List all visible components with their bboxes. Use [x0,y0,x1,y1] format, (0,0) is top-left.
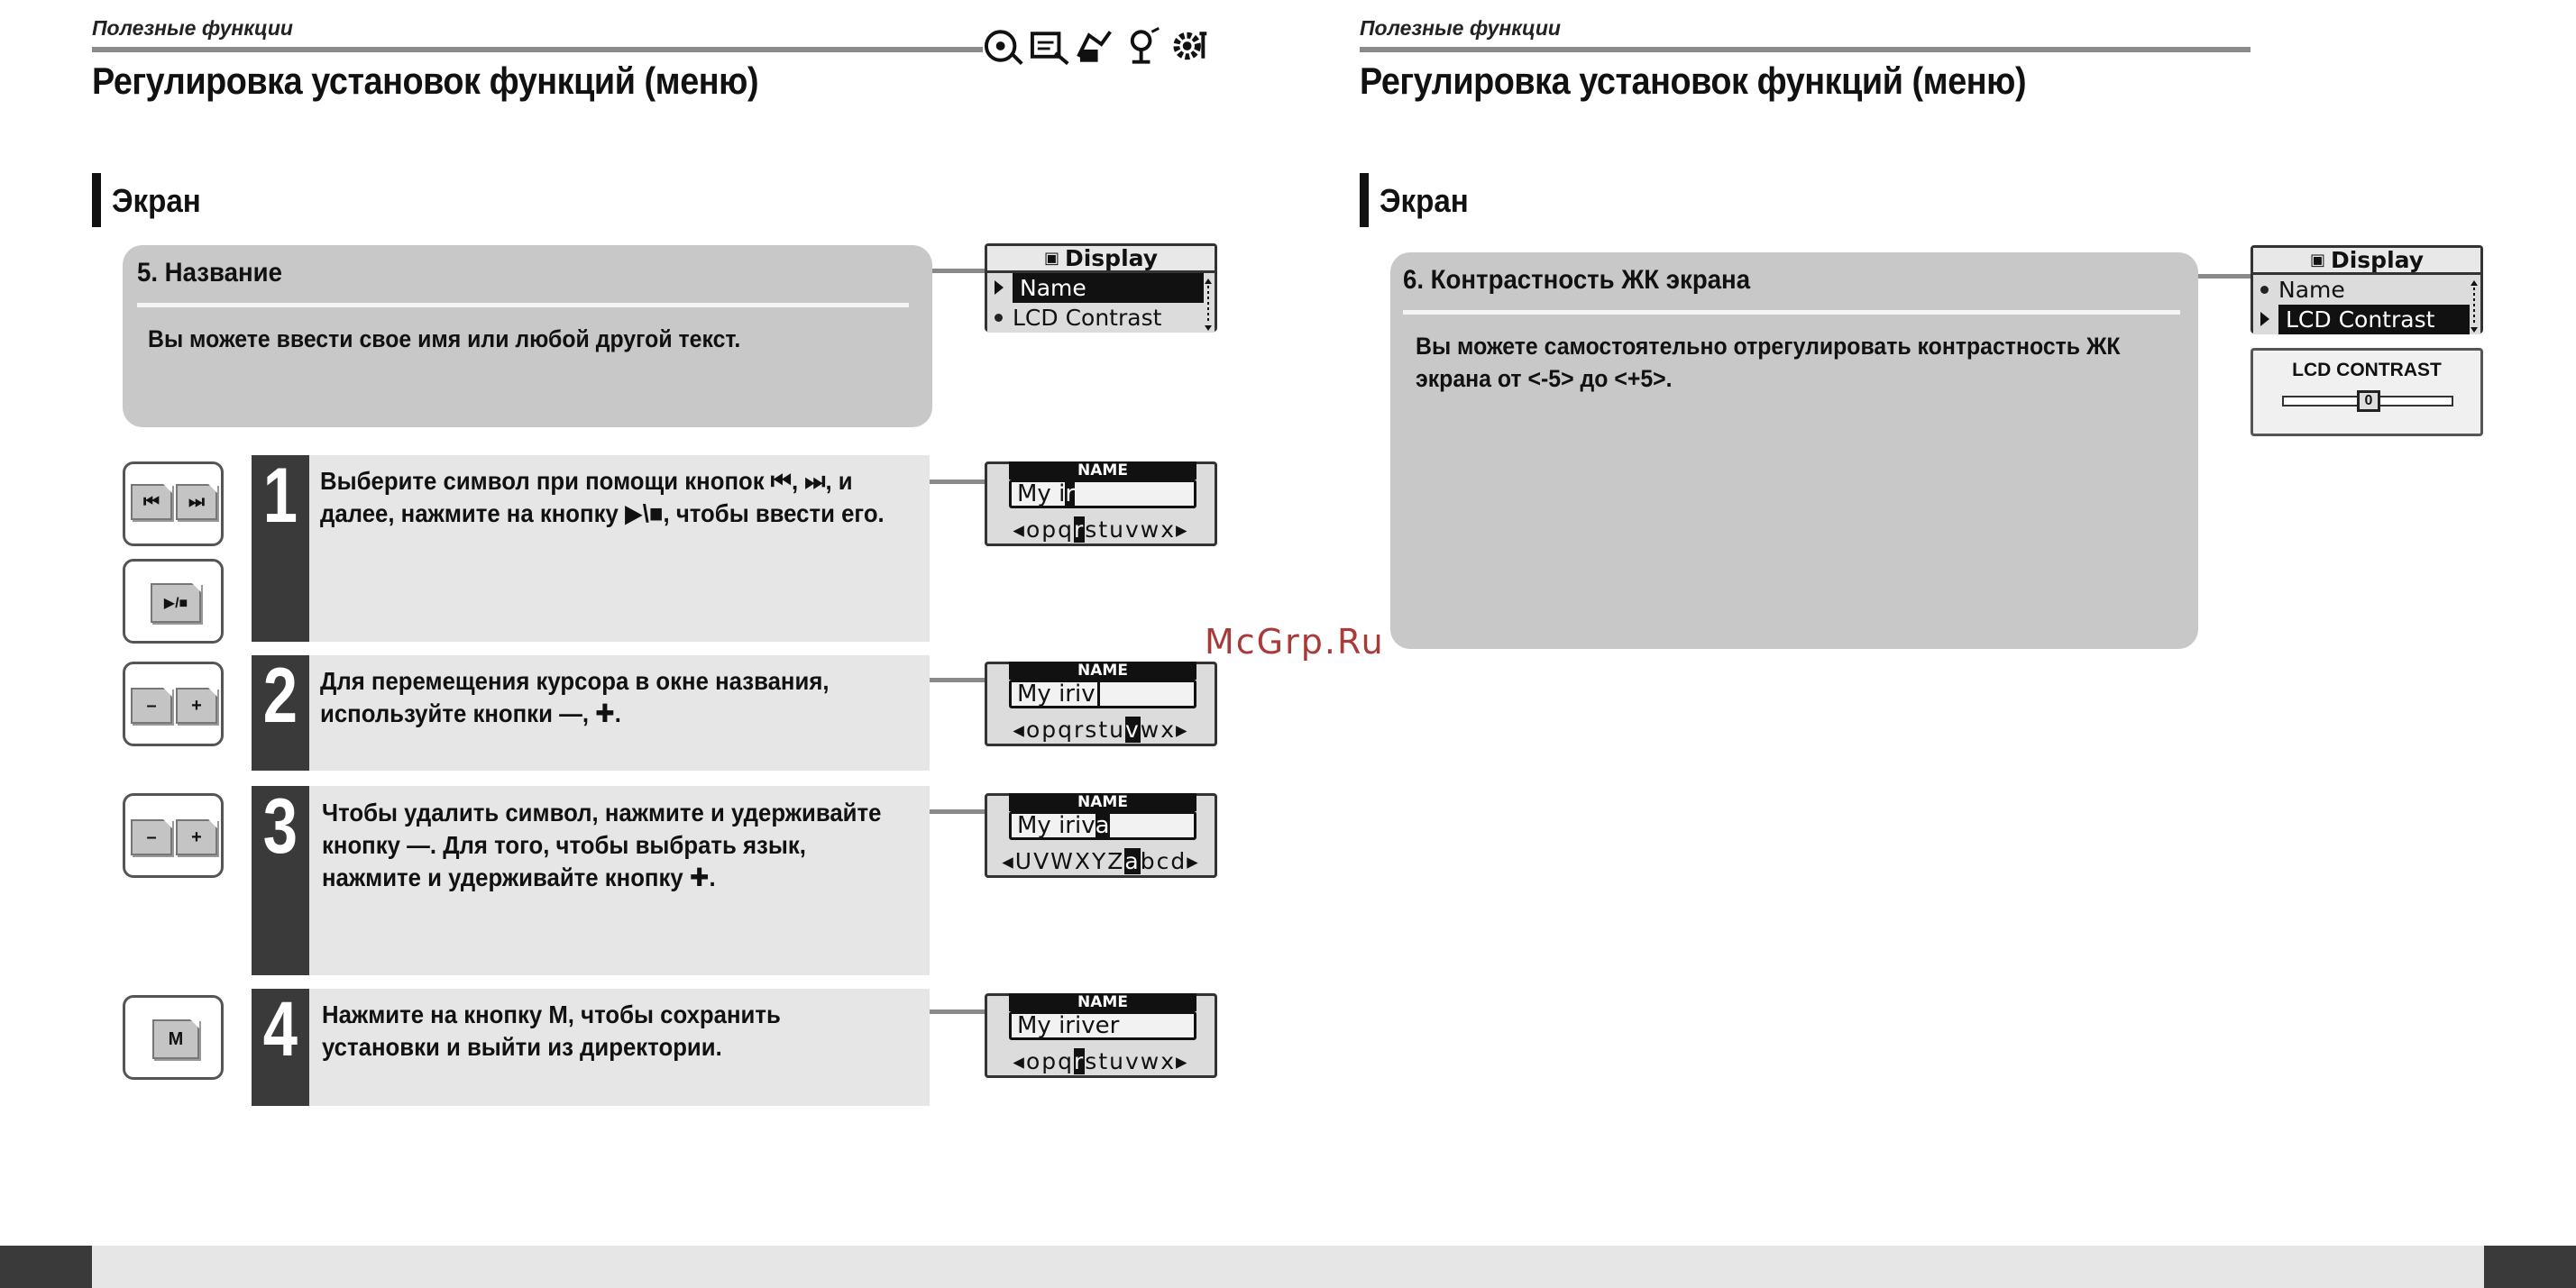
card-title: 5. Название [137,258,282,288]
menu-item-name[interactable] [987,273,1215,303]
character-selector[interactable]: ◂UVWXYZabcd▸ [1002,848,1200,874]
name-screen-4 [985,993,1217,1078]
name-screen-3 [985,793,1217,878]
next-button[interactable]: ⏭ [176,484,217,520]
scrollbar [1204,277,1213,333]
menu-item-label: Name [2278,277,2345,303]
menu-header-label: Display [2330,247,2425,273]
menu-item-lcd-contrast[interactable] [987,303,1215,333]
display-icon: ▣ [2309,251,2325,269]
scrollbar [2470,279,2479,334]
menu-item-name[interactable] [2253,275,2480,305]
bullet-icon [2260,286,2269,294]
character-selector[interactable]: ◂opqrstuvwx▸ [1013,1048,1189,1074]
header-icons [983,25,1215,67]
connector [930,678,985,682]
name-screen-2 [985,662,1217,746]
name-label: NAME [1009,793,1196,811]
plus-button[interactable]: + [176,688,217,724]
name-field[interactable]: My iriver [1009,1011,1196,1040]
button-group-play [123,559,224,644]
menu-item-label: Name [1013,273,1204,303]
info-card-name [123,245,932,427]
display-menu-screen [985,243,1217,332]
page-title-left: Регулировка установок функций (меню) [92,59,759,102]
lcd-contrast-screen [2251,348,2483,436]
contrast-slider-thumb[interactable]: 0 [2357,390,2380,412]
step-text: Нажмите на кнопку M, чтобы сохранить установки и выйти из директории. [322,1000,781,1061]
step-number: 4 [252,989,309,1106]
header-rule-left [92,47,983,52]
character-selector[interactable]: ◂opqrstuvwx▸ [1013,717,1189,743]
connector [930,809,985,814]
watermark: McGrp.Ru [1205,622,1385,662]
connector [930,480,985,484]
connector [930,1009,985,1014]
minus-button[interactable]: – [131,688,172,724]
step-text: Выберите символ при помощи кнопок ⏮, ⏭, и далее, нажмите на кнопку ▶\■, чтобы ввести его. [320,467,885,527]
disc-settings-icon [983,26,1023,66]
play-stop-button[interactable]: ▶/■ [151,583,201,623]
menu-button[interactable]: M [152,1019,199,1059]
section-label-left: Полезные функции [92,16,293,40]
subsection-title-left: Экран [112,182,201,219]
card-divider [1403,310,2180,315]
button-group-minus-plus [123,662,224,746]
menu-header [2253,248,2480,275]
selection-arrow-icon [995,280,1004,295]
page-title-right: Регулировка установок функций (меню) [1360,59,2027,102]
section-label-right: Полезные функции [1360,16,1561,40]
button-group-menu [123,995,224,1080]
character-selector[interactable]: ◂opqrstuvwx▸ [1013,516,1189,543]
contrast-label: LCD CONTRAST [2292,360,2442,380]
sound-settings-icon [1122,26,1162,66]
prev-button[interactable]: ⏮ [131,484,172,520]
name-field[interactable]: My iriv [1009,680,1196,708]
card-title: 6. Контрастность ЖК экрана [1403,265,1751,295]
menu-item-label: LCD Contrast [2278,305,2470,334]
name-field[interactable]: My ir [1009,480,1196,508]
name-label: NAME [1009,662,1196,680]
timer-settings-icon [1075,26,1115,66]
header-rule-right [1360,47,2251,52]
minus-button[interactable]: – [131,819,172,855]
step-number: 3 [252,786,309,975]
info-card-contrast [1390,252,2198,649]
menu-header-label: Display [1064,245,1159,271]
card-description: Вы можете самостоятельно отрегулировать контрастность ЖК экрана от <-5> до <+5>. [1416,333,2121,392]
display-settings-icon [1029,26,1069,66]
name-label: NAME [1009,461,1196,480]
card-divider [137,303,909,307]
step-text: Для перемещения курсора в окне названия, используйте кнопки —, ✚. [320,667,830,727]
name-label: NAME [1009,993,1196,1011]
display-menu-screen-right [2251,245,2483,333]
plus-button[interactable]: + [176,819,217,855]
connector [2198,274,2252,279]
connector [932,269,986,273]
button-group-skip [123,461,224,546]
subsection-title-right: Экран [1380,182,1469,219]
name-screen-1 [985,461,1217,546]
subsection-bar-left [92,173,101,227]
menu-header [987,246,1215,273]
bullet-icon [995,314,1003,322]
footer-right-block [2484,1246,2576,1288]
card-description: Вы можете ввести свое имя или любой другой текст. [148,325,741,352]
menu-item-label: LCD Contrast [1013,305,1162,331]
step-number: 1 [252,455,309,642]
button-group-minus-plus [123,793,224,878]
footer-band [0,1246,2576,1288]
footer-left-block [0,1246,92,1288]
selection-arrow-icon [2260,312,2269,326]
display-icon: ▣ [1043,249,1059,268]
name-field[interactable]: My iriva [1009,811,1196,840]
subsection-bar-right [1360,173,1369,227]
menu-item-lcd-contrast[interactable] [2253,305,2480,334]
step-number: 2 [252,655,309,771]
step-text: Чтобы удалить символ, нажмите и удерживайте кнопку —. Для того, чтобы выбрать язык, нажмите и удерживайте кнопку ✚. [322,799,882,891]
gear-settings-icon [1168,26,1215,66]
